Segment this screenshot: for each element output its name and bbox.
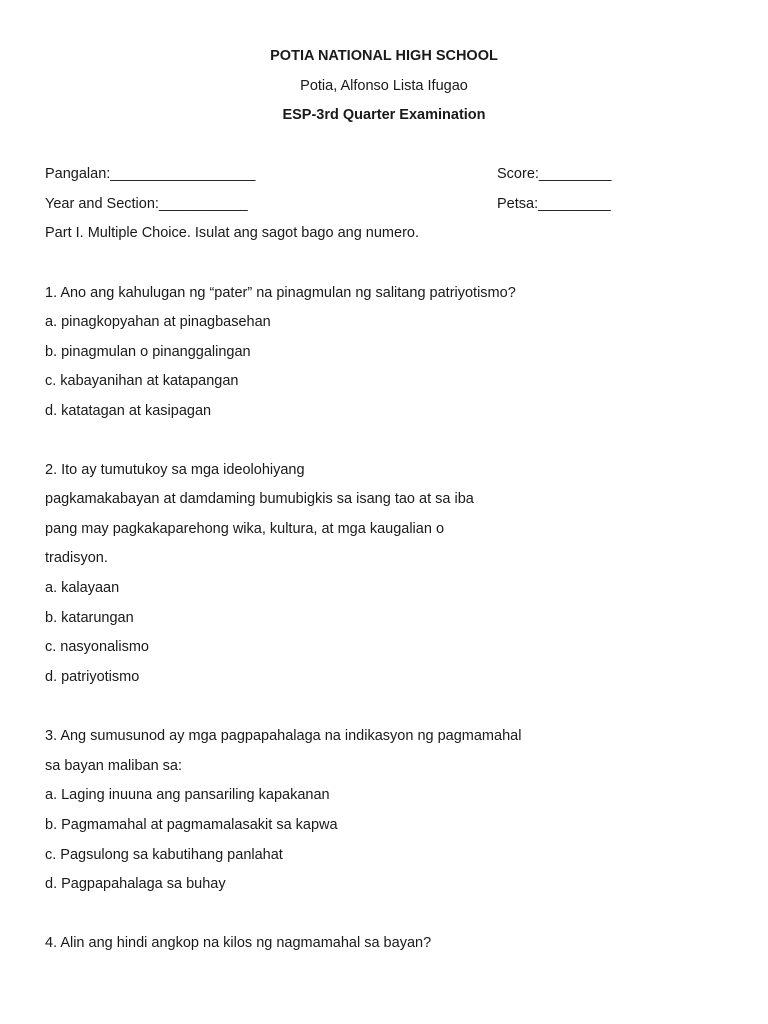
question-1-choice-b: b. pinagmulan o pinanggalingan [45,344,251,360]
question-3-line-2: sa bayan maliban sa: [45,758,183,774]
question-3-choice-d: d. Pagpapahalaga sa buhay [45,876,226,892]
question-3-line-1: 3. Ang sumusunod ay mga pagpapahalaga na indikasyon ng pagmamahal [45,728,522,744]
score-field: Score:_________ [497,166,612,182]
question-4-text: 4. Alin ang hindi angkop na kilos ng nagmamahal sa bayan? [45,935,432,951]
question-1-choice-c: c. kabayanihan at katapangan [45,373,239,389]
question-2-choice-c: c. nasyonalismo [45,639,149,655]
question-2-choice-a: a. kalayaan [45,580,120,596]
question-1-choice-a: a. pinagkopyahan at pinagbasehan [45,314,271,330]
question-3-choice-b: b. Pagmamahal at pagmamalasakit sa kapwa [45,817,338,833]
question-2-choice-b: b. katarungan [45,610,134,626]
question-3-choice-c: c. Pagsulong sa kabutihang panlahat [45,847,283,863]
year-section-field: Year and Section:___________ [45,196,248,212]
question-2-choice-d: d. patriyotismo [45,669,140,685]
date-field: Petsa:_________ [497,196,611,212]
question-2-line-4: tradisyon. [45,550,108,566]
question-1-choice-d: d. katatagan at kasipagan [45,403,212,419]
exam-title: ESP-3rd Quarter Examination [282,107,486,123]
question-1-text: 1. Ano ang kahulugan ng “pater” na pinagmulan ng salitang patriyotismo? [45,285,516,301]
question-2-line-2: pagkamakabayan at damdaming bumubigkis sa isang tao at sa iba [45,491,474,507]
name-field: Pangalan:__________________ [45,166,256,182]
question-2-line-3: pang may pagkakaparehong wika, kultura, at mga kaugalian o [45,521,445,537]
school-address: Potia, Alfonso Lista Ifugao [300,78,468,94]
question-3-choice-a: a. Laging inuuna ang pansariling kapakanan [45,787,330,803]
instructions: Part I. Multiple Choice. Isulat ang sagot bago ang numero. [45,225,419,241]
school-name: POTIA NATIONAL HIGH SCHOOL [270,48,498,64]
question-2-line-1: 2. Ito ay tumutukoy sa mga ideolohiyang [45,462,305,478]
